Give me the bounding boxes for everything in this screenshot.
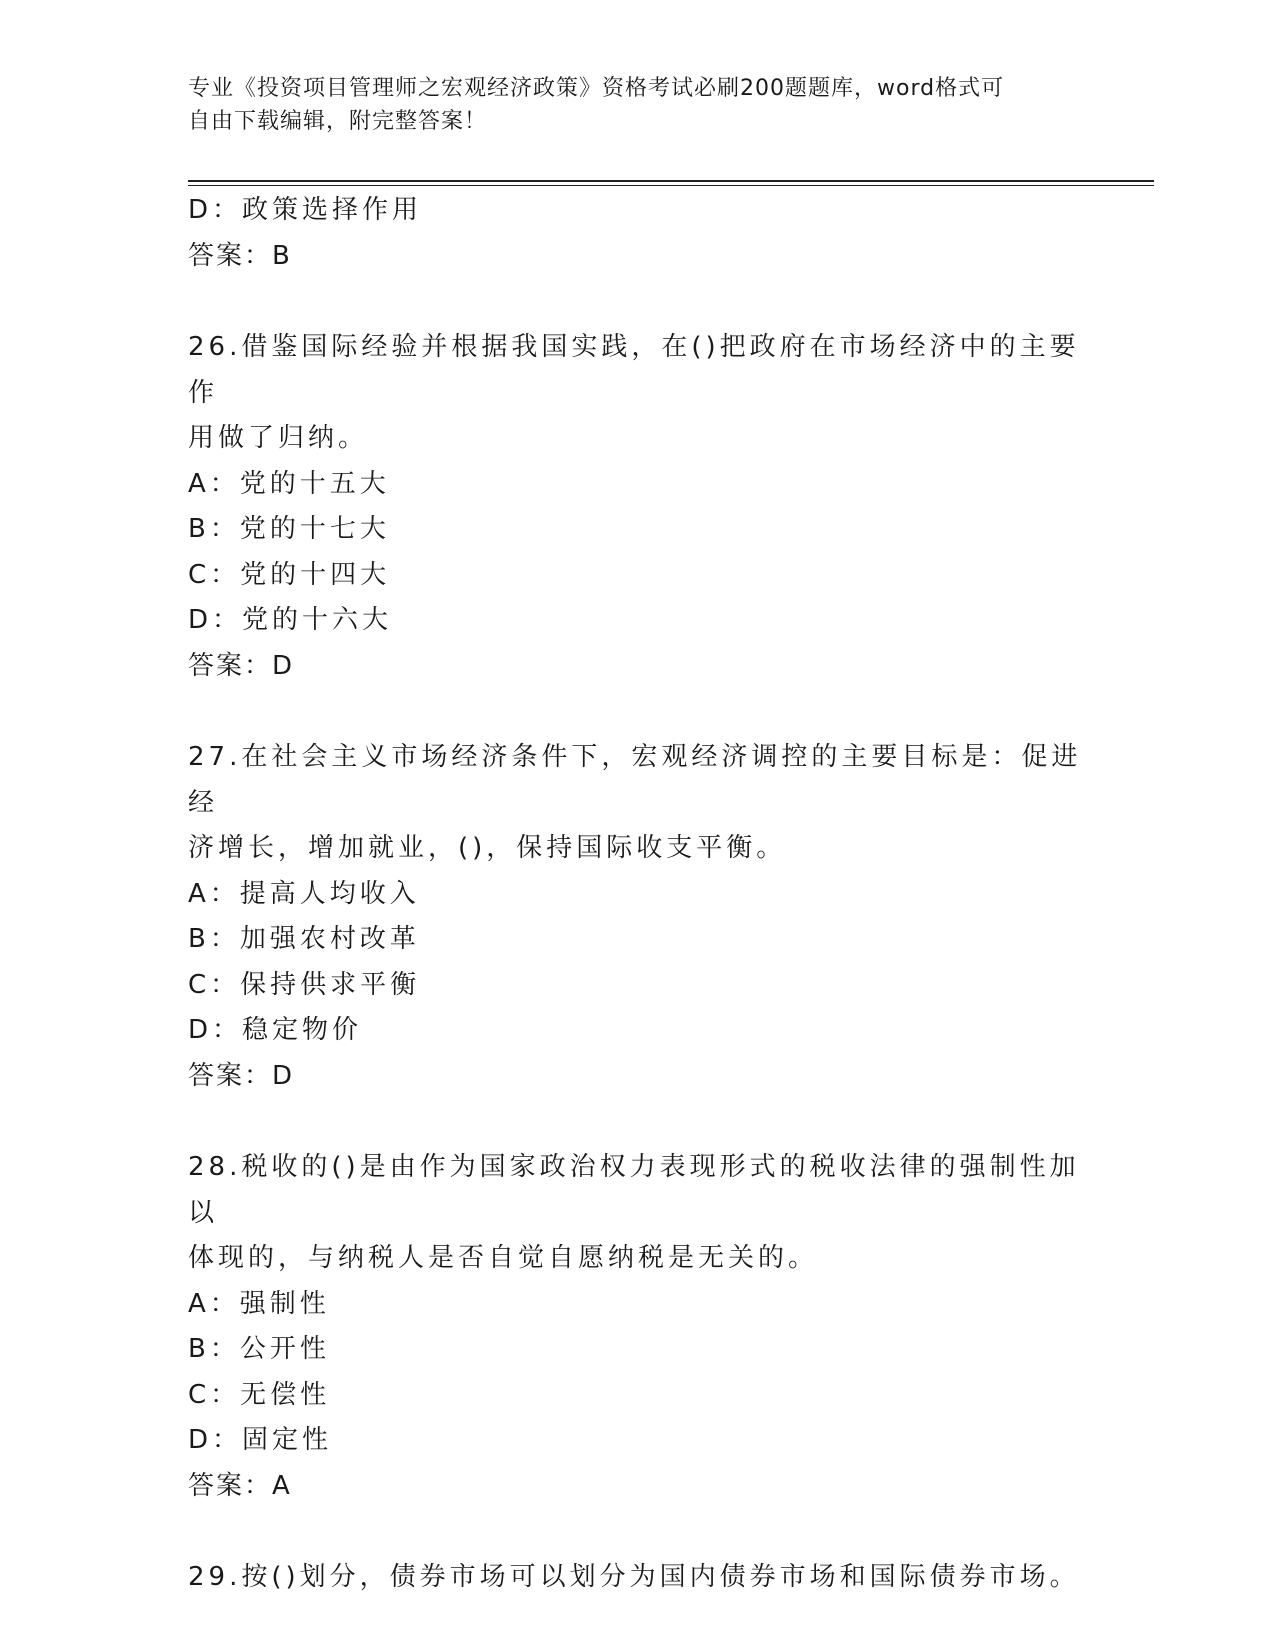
answer: 答案：D (188, 1060, 295, 1091)
option-d: D：党的十六大 (188, 605, 393, 635)
header-divider-thick (188, 180, 1154, 182)
option-c: C：无偿性 (188, 1379, 331, 1410)
question-text-line-2: 用做了归纳。 (188, 423, 369, 453)
answer: 答案：A (188, 1470, 292, 1501)
question-28 (188, 1145, 1088, 1509)
prev-answer: 答案：B (188, 240, 292, 271)
option-c: C：保持供求平衡 (188, 969, 421, 1000)
question-text-line-2: 体现的，与纳税人是否自觉自愿纳税是无关的。 (188, 1243, 819, 1273)
header-divider-thin (188, 185, 1154, 186)
question-29 (188, 1555, 1088, 1601)
header-line-1: 专业《投资项目管理师之宏观经济政策》资格考试必刷200题题库，word格式可 (188, 76, 1005, 101)
question-26 (188, 325, 1088, 689)
question-text-line-1: 27.在社会主义市场经济条件下，宏观经济调控的主要目标是：促进经 (188, 742, 1082, 818)
question-text-line-1: 26.借鉴国际经验并根据我国实践，在()把政府在市场经济中的主要作 (188, 332, 1080, 408)
prev-option-d: D：政策选择作用 (188, 195, 423, 225)
option-b: B：党的十七大 (188, 514, 390, 544)
option-a: A：党的十五大 (188, 468, 390, 499)
question-text-line-1: 29.按()划分，债券市场可以划分为国内债券市场和国际债券市场。 (188, 1562, 1080, 1592)
option-d: D：固定性 (188, 1425, 333, 1455)
header-line-2: 自由下载编辑，附完整答案！ (188, 109, 488, 134)
option-b: B：公开性 (188, 1334, 330, 1364)
option-a: A：提高人均收入 (188, 878, 420, 909)
option-b: B：加强农村改革 (188, 924, 420, 954)
option-c: C：党的十四大 (188, 559, 391, 590)
question-text-line-2: 济增长，增加就业，()，保持国际收支平衡。 (188, 833, 787, 863)
answer: 答案：D (188, 650, 295, 681)
document-header (188, 72, 1068, 138)
question-27 (188, 735, 1088, 1099)
question-text-line-1: 28.税收的()是由作为国家政治权力表现形式的税收法律的强制性加以 (188, 1152, 1080, 1228)
question-list (188, 188, 1088, 1601)
option-a: A：强制性 (188, 1288, 330, 1319)
option-d: D：稳定物价 (188, 1015, 363, 1045)
